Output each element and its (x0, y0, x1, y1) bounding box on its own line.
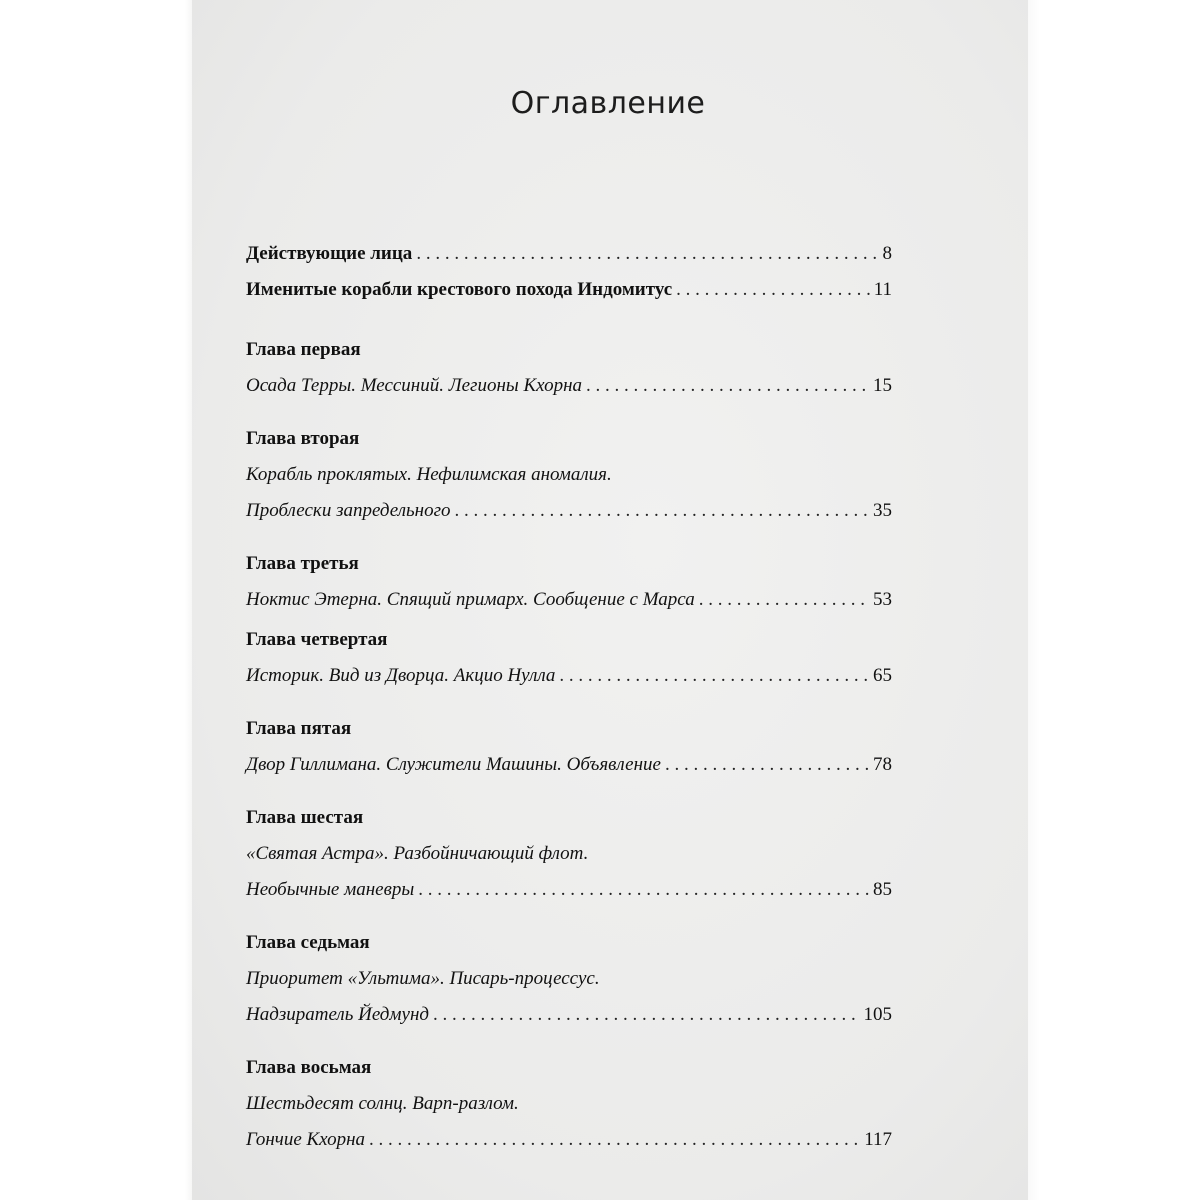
chapter-heading: Глава четвертая (246, 629, 388, 650)
toc-chapter-3[interactable] (246, 546, 892, 618)
leader-dots (559, 658, 869, 694)
toc-chapter-7[interactable] (246, 925, 892, 1033)
toc-chapter-1[interactable] (246, 332, 892, 404)
chapter-heading: Глава первая (246, 339, 361, 360)
toc-page-number: 78 (873, 754, 892, 775)
leader-dots (433, 997, 860, 1033)
chapter-heading: Глава пятая (246, 718, 352, 739)
page-title: Оглавление (510, 86, 706, 121)
leader-dots (699, 582, 869, 618)
toc-entry-label: Именитые корабли крестового похода Индомитус (246, 279, 673, 300)
toc-entry-characters[interactable] (246, 236, 892, 272)
toc-chapter-5[interactable] (246, 711, 892, 783)
chapter-summary-line: Надзиратель Йедмунд (246, 1004, 429, 1025)
toc-page-number: 35 (873, 500, 892, 521)
toc-page-number: 15 (873, 375, 892, 396)
chapter-summary-line: Ноктис Этерна. Спящий примарх. Сообщение с Марса (246, 589, 695, 610)
chapter-heading: Глава вторая (246, 428, 360, 449)
toc-page-number: 117 (864, 1129, 892, 1150)
toc-page-number: 53 (873, 589, 892, 610)
toc-page-number: 11 (873, 279, 892, 300)
toc-chapter-4[interactable] (246, 622, 892, 694)
chapter-summary-line: Гончие Кхорна (246, 1129, 366, 1150)
toc-page-number: 65 (873, 665, 892, 686)
toc-page-number: 8 (882, 243, 892, 264)
chapter-heading: Глава третья (246, 553, 359, 574)
chapter-summary-line: Историк. Вид из Дворца. Акцио Нулла (246, 665, 556, 686)
toc-entry-ships[interactable] (246, 272, 892, 308)
chapter-summary-line: Шестьдесят солнц. Варп-разлом. (246, 1093, 519, 1114)
leader-dots (665, 747, 869, 783)
leader-dots (586, 368, 869, 404)
chapter-summary-line: Осада Терры. Мессиний. Легионы Кхорна (246, 375, 582, 396)
chapter-summary-line: Необычные маневры (246, 879, 415, 900)
toc-chapter-8[interactable] (246, 1050, 892, 1158)
leader-dots (455, 493, 869, 529)
chapter-summary-line: Двор Гиллимана. Служители Машины. Объявление (246, 754, 661, 775)
chapter-summary-line: Приоритет «Ультима». Писарь-процессус. (246, 968, 600, 989)
leader-dots (676, 272, 870, 308)
toc-chapter-6[interactable] (246, 800, 892, 908)
table-of-contents (246, 236, 892, 1158)
toc-entry-label: Действующие лица (246, 243, 413, 264)
toc-page-number: 105 (863, 1004, 892, 1025)
chapter-heading: Глава восьмая (246, 1057, 372, 1078)
toc-chapter-2[interactable] (246, 421, 892, 529)
chapter-heading: Глава шестая (246, 807, 364, 828)
leader-dots (416, 236, 878, 272)
chapter-summary-line: «Святая Астра». Разбойничающий флот. (246, 843, 589, 864)
leader-dots (369, 1122, 860, 1158)
chapter-summary-line: Проблески запредельного (246, 500, 451, 521)
toc-page-number: 85 (873, 879, 892, 900)
leader-dots (418, 872, 869, 908)
chapter-heading: Глава седьмая (246, 932, 370, 953)
chapter-summary-line: Корабль проклятых. Нефилимская аномалия. (246, 464, 612, 485)
